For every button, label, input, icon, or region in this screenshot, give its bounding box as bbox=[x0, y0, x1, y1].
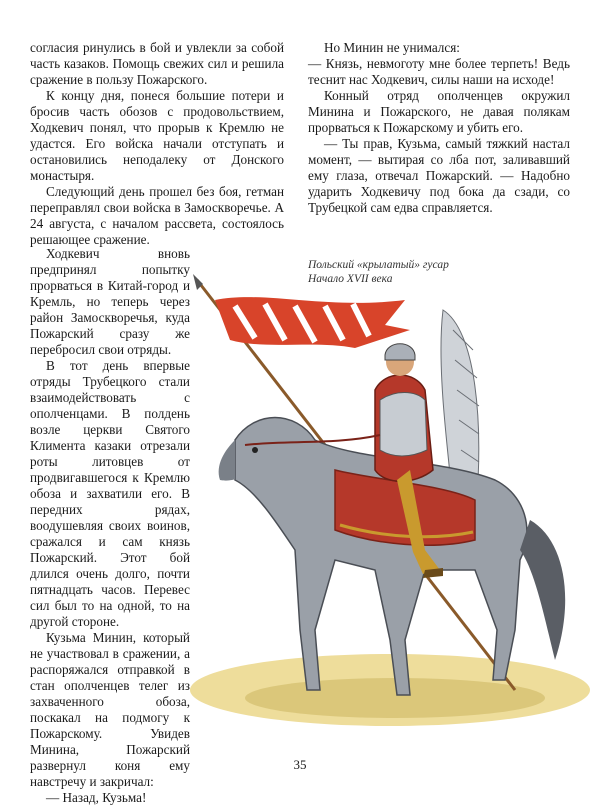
paragraph: Следующий день прошел без боя, гетман переправлял свои войска в Замоскворечье. А 24 августа, с началом рассвета, состоялось решающее сражение. bbox=[30, 184, 284, 247]
paragraph: Кузьма Минин, который не участвовал в сражении, а распоряжался отправкой в стан ополченцев телег из захваченного обоза, поскакал на подмогу к Пожарскому. Увидев Минина, Пожарский развернул коня ему навстречу и закричал: bbox=[30, 630, 190, 789]
caption-line: Польский «крылатый» гусар bbox=[308, 259, 449, 271]
caption-line: Начало XVII века bbox=[308, 273, 393, 285]
right-column bbox=[308, 40, 570, 216]
banner bbox=[215, 297, 410, 348]
winged-hussar-illustration bbox=[175, 270, 595, 740]
paragraph: — Назад, Кузьма! bbox=[46, 790, 147, 805]
page-number: 35 bbox=[293, 757, 307, 772]
paragraph: К концу дня, понеся большие потери и бросив часть обозов с продовольствием, Ходкевич понял, что прорыв к Кремлю не удастся. Его войска начали отступать и остановились неподалеку от Донского монастыря. bbox=[30, 88, 284, 183]
paragraph: Ходкевич вновь предпринял попытку прорваться в Китай-город и Кремль, но теперь через район Замоскворечья, куда Пожарский сразу же перебросил свои отряды. bbox=[30, 246, 190, 357]
paragraph: — Ты прав, Кузьма, самый тяжкий настал момент, — вытирая со лба пот, заливавший ему глаза, отвечал Пожарский. — Надобно ударить Ходкевичу под бока да сзади, со Трубецкой сам едва справляется. bbox=[308, 136, 570, 215]
paragraph: В тот день впервые отряды Трубецкого стали взаимодействовать с ополченцами. В полдень возле церкви Святого Климента казаки отрезали роты литовцев от продвигавшегося к Кремлю обоза и захватили его. В передних рядах, воодушевляя своих воинов, сражался и сам князь Пожарский. Этот бой длился очень долго, почти пятнадцать часов. Перевес сил был то на одной, то на другой стороне. bbox=[30, 358, 190, 629]
paragraph: согласия ринулись в бой и увлекли за собой часть казаков. Помощь свежих сил и решила сражение в пользу Пожарского. bbox=[30, 40, 284, 87]
left-column-narrow bbox=[30, 246, 190, 806]
paragraph: Но Минин не унимался: bbox=[324, 40, 460, 55]
left-column-top bbox=[30, 40, 284, 248]
paragraph: Конный отряд ополченцев окружил Минина и Пожарского, не давая полякам прорваться к Пожарскому и убить его. bbox=[308, 88, 570, 135]
paragraph: — Князь, невмоготу мне более терпеть! Ведь теснит нас Ходкевич, силы наши на исходе! bbox=[308, 56, 570, 87]
